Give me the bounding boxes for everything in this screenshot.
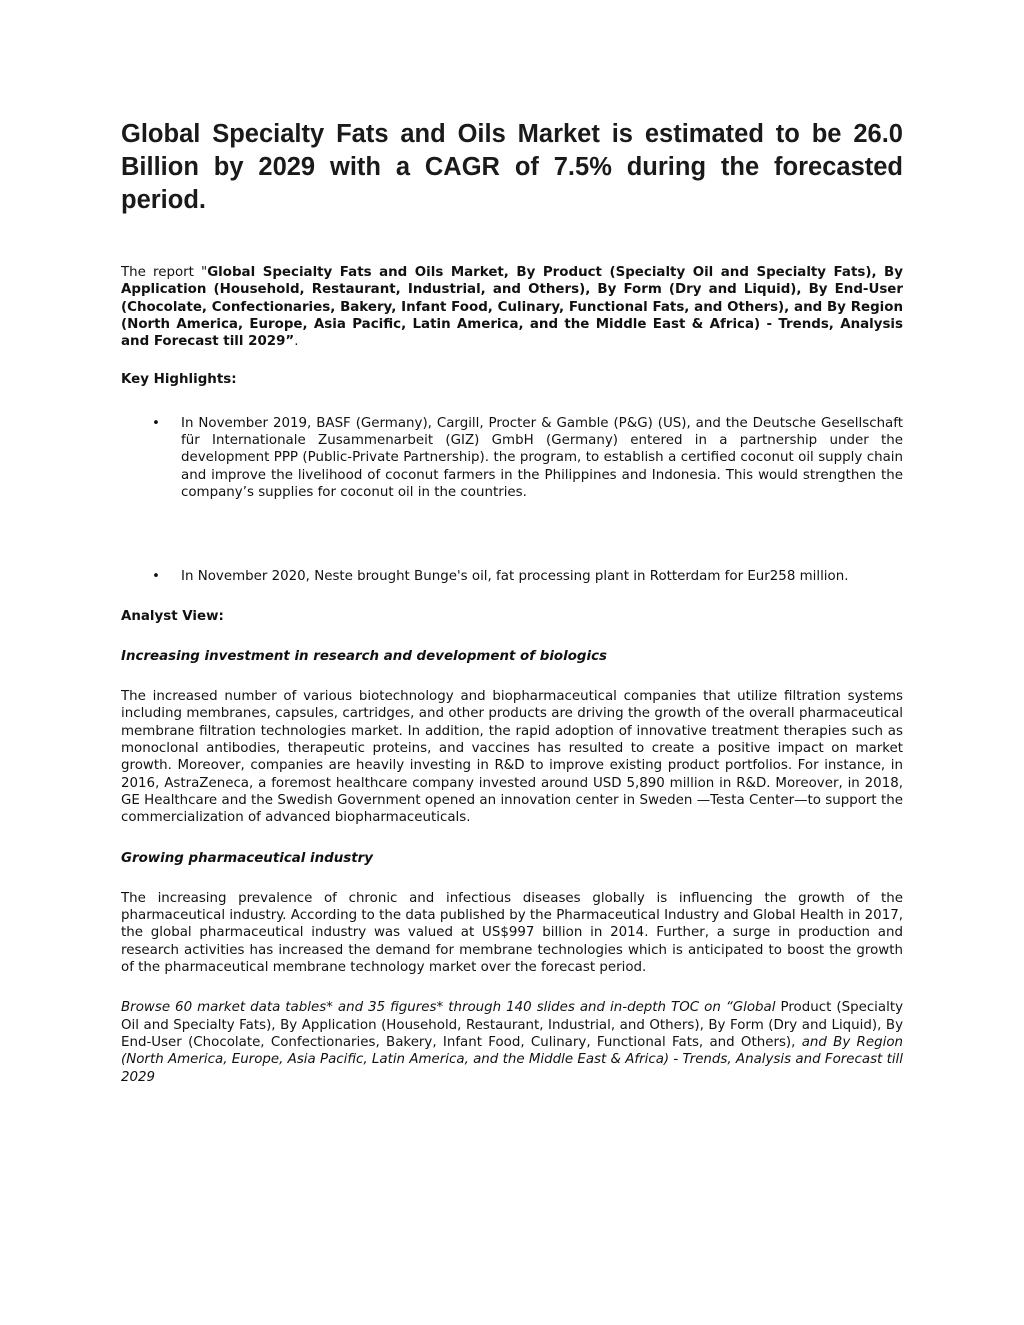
browse-italic-end: and By Region (North America, Europe, Asia Pacific, Latin America, and the Middle East & Africa) - Trends, Analysis and Forecast till 2029 [121,1034,903,1085]
highlight-text: In November 2019, BASF (Germany), Cargill, Procter & Gamble (P&G) (US), and the Deutsche Gesellschaft für Internationale Zusammenarbeit (GIZ) GmbH (Germany) entered in a partnership under the development PPP (Public-Private Partnership). the program, to establish a certified coconut oil supply chain and improve the livelihood of coconut farmers in the Philippines and Indonesia. This would strengthen the company’s supplies for coconut oil in the countries. [181,415,903,500]
intro-suffix: . [294,334,299,350]
bullet-icon: • [152,415,160,431]
highlight-text: In November 2020, Neste brought Bunge's oil, fat processing plant in Rotterdam for Eur258 million. [181,569,849,585]
bullet-icon: • [152,569,160,585]
section-body: The increased number of various biotechnology and biopharmaceutical companies that utilize filtration systems including membranes, capsules, cartridges, and other products are driving the growth of the overall pharmaceutical membrane filtration technologies market. In addition, the rapid adoption of innovative treatment therapies such as monoclonal antibodies, therapeutic proteins, and vaccines has resulted to create a positive impact on market growth. Moreover, companies are heavily investing in R&D to improve existing product portfolios. For instance, in 2016, AstraZeneca, a foremost healthcare company invested around USD 5,890 million in R&D. Moreover, in 2018, GE Healthcare and the Swedish Government opened an innovation center in Sweden —Testa Center—to support the commercialization of advanced biopharmaceuticals. [121,689,903,826]
analyst-view-heading: Analyst View: [121,608,224,624]
list-item [121,568,903,585]
document-page [121,118,903,1086]
document-title: Global Specialty Fats and Oils Market is estimated to be 26.0 Billion by 2029 with a CAGR of 7.5% during the forecasted period. [121,120,903,214]
browse-paragraph [121,999,903,1085]
key-highlights-list [121,415,903,586]
list-item [121,415,903,501]
report-name: Global Specialty Fats and Oils Market, By Product (Specialty Oil and Specialty Fats), By Application (Household, Restaurant, Industrial, and Others), By Form (Dry and Liquid), By End-User (Chocolate, Confectionaries, Bakery, Infant Food, Culinary, Functional Fats, and Others), and By Region (North America, Europe, Asia Pacific, Latin America, and the Middle East & Africa) - Trends, Analysis and Forecast till 2029” [121,265,903,350]
browse-italic-start: Browse 60 market data tables* and 35 figures* through 140 slides and in-depth TOC on “Global [121,1000,781,1016]
section-subheading: Growing pharmaceutical industry [121,850,373,866]
section-body: The increasing prevalence of chronic and infectious diseases globally is influencing the growth of the pharmaceutical industry. According to the data published by the Pharmaceutical Industry and Global Health in 2017, the global pharmaceutical industry was valued at US$997 billion in 2014. Further, a surge in production and research activities has increased the demand for membrane technologies which is anticipated to boost the growth of the pharmaceutical membrane technology market over the forecast period. [121,890,903,976]
intro-prefix: The report " [121,265,208,280]
browse-normal-middle: Product (Specialty Oil and Specialty Fats), By Application (Household, Restaurant, Industrial, and Others), By Form (Dry and Liquid), By End-User (Chocolate, Confectionaries, Bakery, Infant Food, Culinary, Functional Fats, and Others), [121,1000,903,1050]
section-subheading: Increasing investment in research and development of biologics [121,648,607,664]
intro-paragraph [121,264,903,350]
key-highlights-heading: Key Highlights: [121,372,237,388]
